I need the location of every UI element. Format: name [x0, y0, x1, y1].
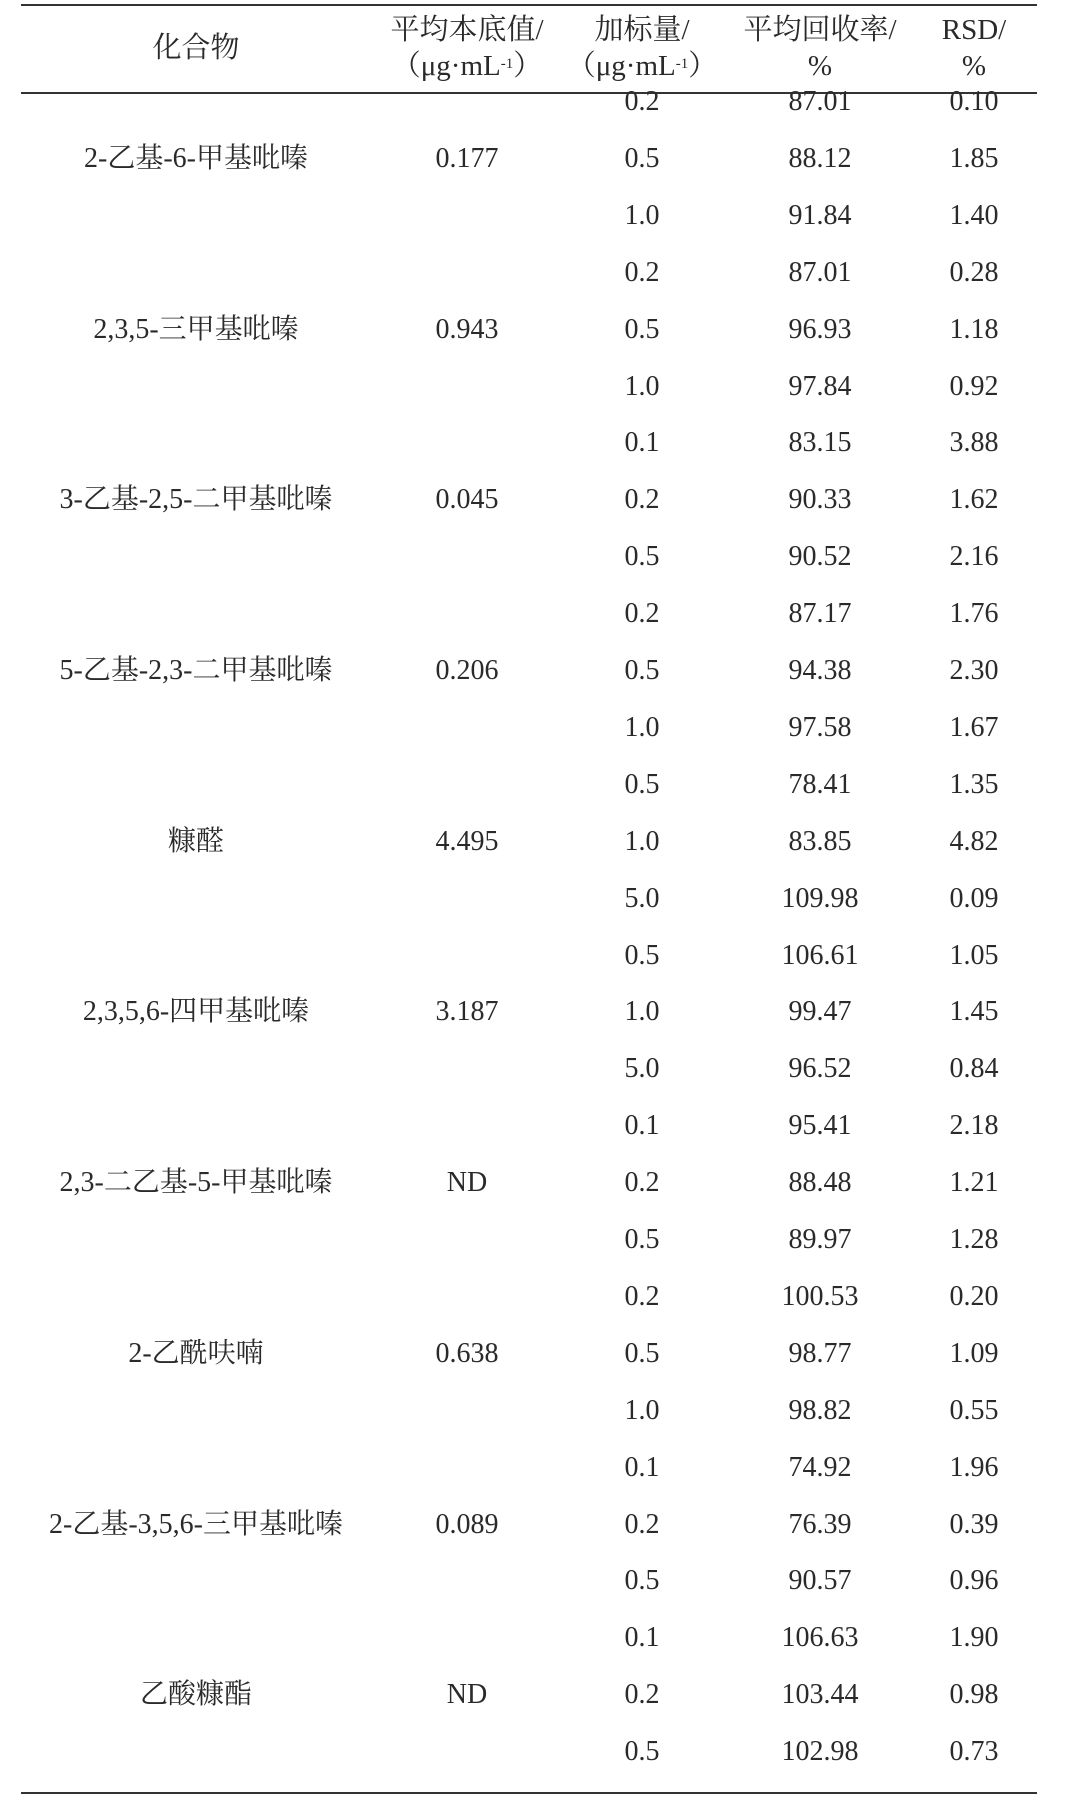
rsd-value: 1.76: [949, 598, 999, 630]
recovery-rate: 89.97: [788, 1224, 852, 1255]
table-bottom-rule: [21, 1792, 1037, 1794]
recovery-rate: 87.17: [788, 598, 852, 630]
spike-amount: 0.2: [624, 484, 660, 516]
rsd-value: 1.40: [949, 199, 999, 231]
spike-amount: 1.0: [624, 1394, 660, 1426]
recovery-rate: 74.92: [788, 1451, 852, 1483]
spike-amount: 0.5: [624, 1224, 660, 1255]
rsd-value: 0.73: [949, 1736, 999, 1768]
rsd-value: 1.35: [949, 768, 999, 800]
header-spike-line2: $(\mu g\cdot mL^{-1})$: [566, 50, 718, 82]
rsd-value: 0.10: [949, 86, 999, 117]
spike-amount: 0.5: [624, 939, 660, 971]
spike-amount: 0.5: [624, 768, 660, 800]
table-header-rule: [21, 92, 1037, 94]
background-value: 0.206: [435, 655, 499, 686]
header-background-line1: 平均本底值/: [390, 14, 544, 46]
rsd-value: 1.28: [949, 1224, 999, 1255]
spike-amount: 5.0: [624, 1053, 660, 1085]
header-compound: [152, 30, 239, 66]
compound-name: 2,3,5-三甲基吡嗪: [93, 313, 299, 345]
rsd-value: 0.98: [949, 1679, 999, 1711]
recovery-rate: 98.82: [788, 1394, 852, 1426]
recovery-rate: 106.61: [781, 939, 859, 971]
recovery-rate: 94.38: [788, 655, 852, 686]
spike-amount: 5.0: [624, 882, 660, 914]
header-background-line2: $(\mu g\cdot mL^{-1})$: [391, 50, 543, 82]
recovery-rate: 76.39: [788, 1508, 852, 1540]
background-value: 0.638: [435, 1337, 499, 1369]
spike-amount: 0.5: [624, 142, 660, 174]
recovery-rate: 87.01: [788, 256, 852, 288]
compound-name: 3-乙基-2,5-二甲基吡嗪: [59, 484, 333, 516]
recovery-rate: 96.52: [788, 1053, 852, 1085]
rsd-value: 0.96: [949, 1565, 999, 1597]
spike-amount: 0.1: [624, 1110, 660, 1142]
rsd-value: 0.92: [949, 370, 999, 402]
spike-amount: 0.2: [624, 1167, 660, 1199]
background-value: 4.495: [435, 825, 499, 857]
compound-name: 2-乙酰呋喃: [128, 1337, 264, 1369]
spike-amount: 0.5: [624, 541, 660, 573]
compound-name: 2,3,5,6-四甲基吡嗪: [82, 996, 310, 1028]
header-rsd-line1: RSD/: [941, 14, 1007, 46]
recovery-rate: 97.84: [788, 370, 852, 402]
spike-amount: 0.2: [624, 1280, 660, 1312]
header-spike: [567, 12, 718, 84]
rsd-value: 0.39: [949, 1508, 999, 1540]
background-value: 0.943: [435, 313, 499, 345]
recovery-rate: 97.58: [788, 711, 852, 743]
rsd-value: 4.82: [949, 825, 999, 857]
rsd-value: 0.20: [949, 1280, 999, 1312]
rsd-value: 1.05: [949, 939, 999, 971]
header-recovery-line1: 平均回收率/: [743, 14, 897, 46]
spike-amount: 0.2: [624, 1508, 660, 1540]
spike-amount: 0.5: [624, 1565, 660, 1597]
recovery-rate: 95.41: [788, 1110, 852, 1142]
recovery-rate: 90.33: [788, 484, 852, 516]
spike-amount: 0.2: [624, 256, 660, 288]
rsd-value: 2.16: [949, 541, 999, 573]
rsd-value: 2.18: [949, 1110, 999, 1142]
background-value: ND: [446, 1167, 488, 1199]
recovery-rate: 103.44: [781, 1679, 859, 1711]
recovery-rate: 96.93: [788, 313, 852, 345]
rsd-value: 2.30: [949, 655, 999, 686]
recovery-rate: 102.98: [781, 1736, 859, 1768]
background-value: 3.187: [435, 996, 499, 1028]
header-recovery-line2: %: [807, 50, 833, 82]
recovery-rate: 91.84: [788, 199, 852, 231]
spike-amount: 0.1: [624, 1451, 660, 1483]
compound-name: 5-乙基-2,3-二甲基吡嗪: [59, 655, 333, 686]
rsd-value: 1.96: [949, 1451, 999, 1483]
rsd-value: 0.28: [949, 256, 999, 288]
spike-amount: 0.1: [624, 427, 660, 459]
background-value: 0.177: [435, 142, 499, 174]
spike-amount: 0.5: [624, 1337, 660, 1369]
header-recovery: [743, 12, 896, 84]
recovery-rate: 87.01: [788, 86, 852, 117]
spike-amount: 1.0: [624, 370, 660, 402]
recovery-rate: 83.85: [788, 825, 852, 857]
header-rsd: [942, 12, 1006, 84]
spike-amount: 0.2: [624, 86, 660, 117]
recovery-rate: 98.77: [788, 1337, 852, 1369]
recovery-table: [21, 4, 1037, 1794]
recovery-rate: 109.98: [781, 882, 859, 914]
rsd-value: 1.67: [949, 711, 999, 743]
background-value: 0.089: [435, 1508, 499, 1540]
rsd-value: 0.84: [949, 1053, 999, 1085]
header-rsd-line2: %: [961, 50, 987, 82]
recovery-rate: 88.12: [788, 142, 852, 174]
spike-amount: 1.0: [624, 825, 660, 857]
rsd-value: 3.88: [949, 427, 999, 459]
background-value: 0.045: [435, 484, 499, 516]
compound-name: 2-乙基-6-甲基吡嗪: [84, 142, 308, 174]
rsd-value: 1.09: [949, 1337, 999, 1369]
rsd-value: 1.21: [949, 1167, 999, 1199]
recovery-rate: 83.15: [788, 427, 852, 459]
background-value: ND: [446, 1679, 488, 1711]
recovery-rate: 78.41: [788, 768, 852, 800]
spike-amount: 1.0: [624, 996, 660, 1028]
spike-amount: 0.1: [624, 1622, 660, 1654]
spike-amount: 1.0: [624, 199, 660, 231]
spike-amount: 0.5: [624, 655, 660, 686]
rsd-value: 1.85: [949, 142, 999, 174]
table-top-rule: [21, 4, 1037, 6]
header-background: [390, 12, 543, 84]
rsd-value: 1.45: [949, 996, 999, 1028]
recovery-rate: 106.63: [781, 1622, 859, 1654]
spike-amount: 0.2: [624, 598, 660, 630]
recovery-rate: 90.57: [788, 1565, 852, 1597]
recovery-rate: 99.47: [788, 996, 852, 1028]
compound-name: 2,3-二乙基-5-甲基吡嗪: [59, 1167, 333, 1199]
header-spike-line1: 加标量/: [594, 14, 690, 46]
compound-name: 乙酸糠酯: [139, 1679, 253, 1711]
recovery-rate: 100.53: [781, 1280, 859, 1312]
compound-name: 糠醛: [167, 825, 225, 857]
rsd-value: 1.18: [949, 313, 999, 345]
rsd-value: 0.55: [949, 1394, 999, 1426]
recovery-rate: 88.48: [788, 1167, 852, 1199]
rsd-value: 1.90: [949, 1622, 999, 1654]
spike-amount: 1.0: [624, 711, 660, 743]
spike-amount: 0.2: [624, 1679, 660, 1711]
compound-name: 2-乙基-3,5,6-三甲基吡嗪: [49, 1508, 343, 1540]
rsd-value: 0.09: [949, 882, 999, 914]
spike-amount: 0.5: [624, 1736, 660, 1768]
rsd-value: 1.62: [949, 484, 999, 516]
recovery-rate: 90.52: [788, 541, 852, 573]
header-compound-label: 化合物: [152, 32, 240, 64]
spike-amount: 0.5: [624, 313, 660, 345]
